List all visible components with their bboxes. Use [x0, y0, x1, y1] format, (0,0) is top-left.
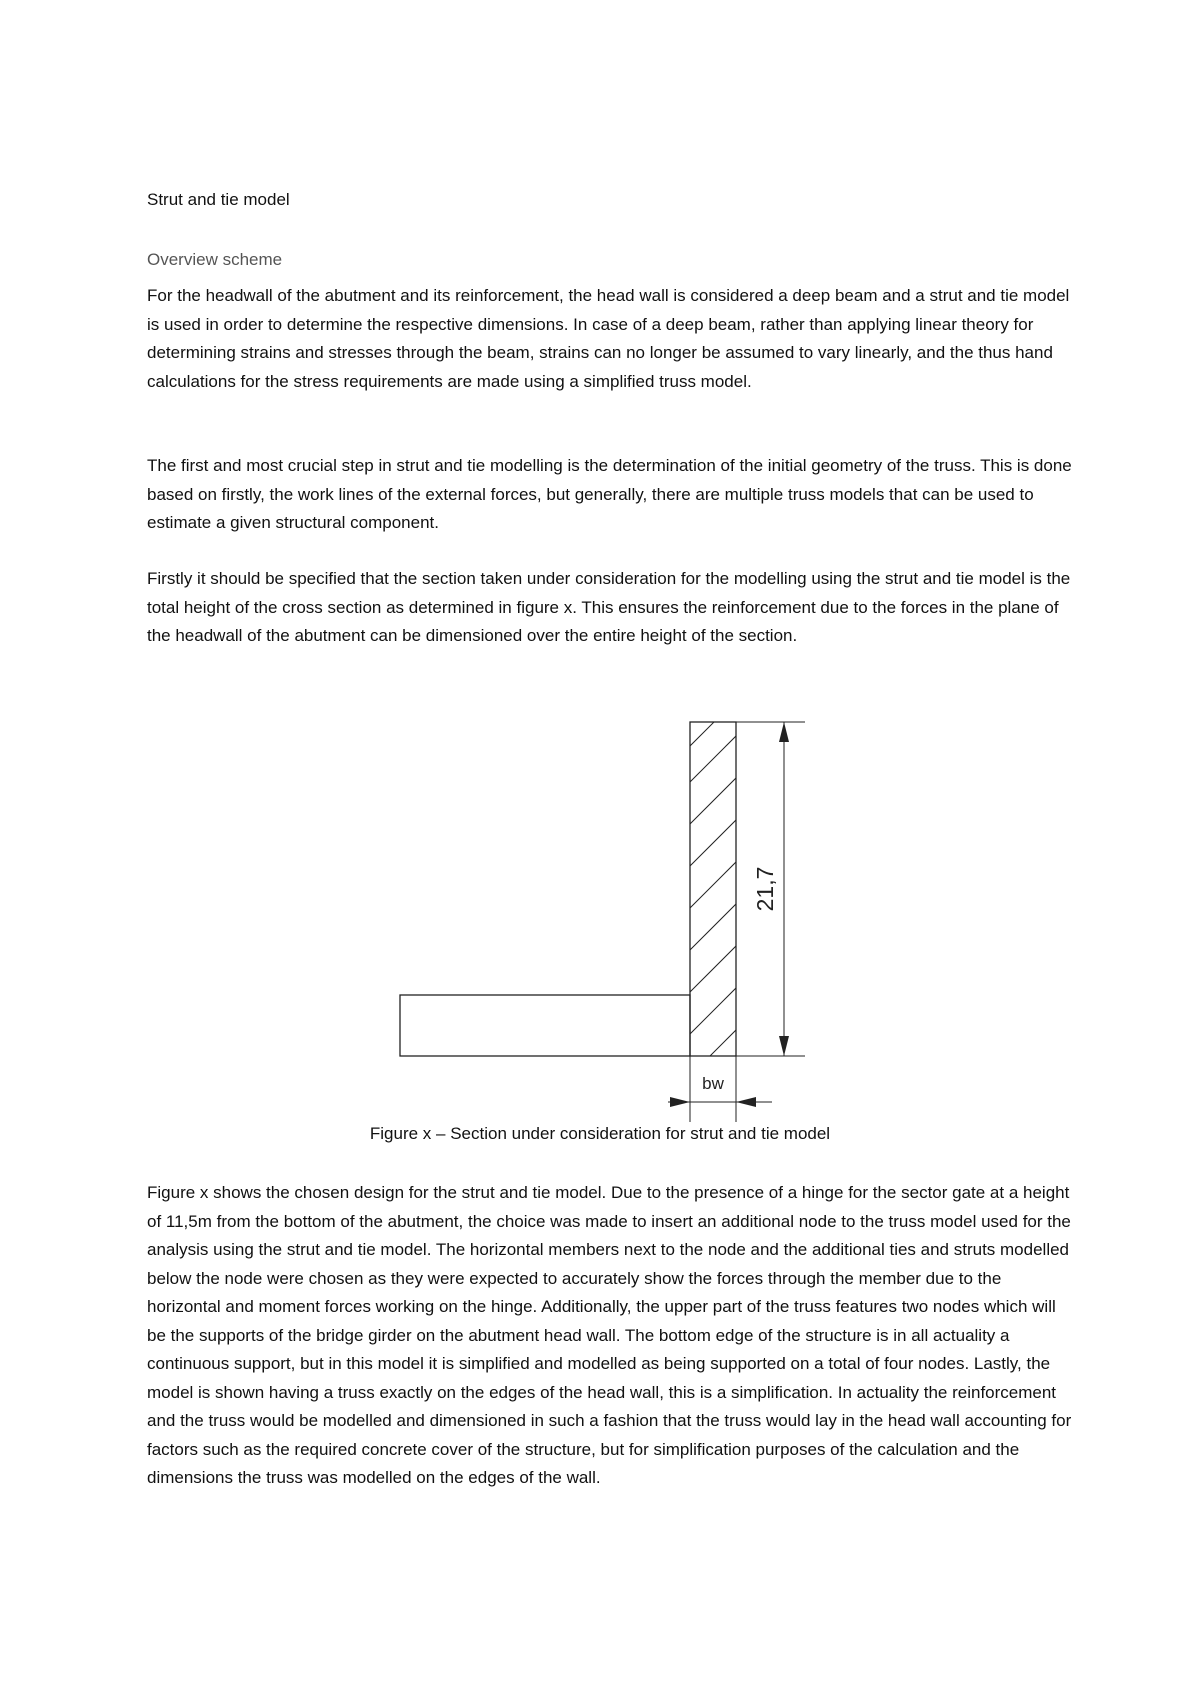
paragraph-design: Figure x shows the chosen design for the strut and tie model. Due to the presence of a hinge for the sector gate at a height of 11,5m from the bottom of the abutment, the choice was made to insert an additional node to the truss model used for the analysis using the strut and tie model. The horizontal members next to the node and the additional ties and struts modelled below the node were chosen as they were expected to accurately show the forces through the member due to the horizontal and moment forces working on the hinge. Additionally, the upper part of the truss features two nodes which will be the supports of the bridge girder on the abutment head wall. The bottom edge of the structure is in all actuality a continuous support, but in this model it is simplified and modelled as being supported on a total of four nodes. Lastly, the model is shown having a truss exactly on the edges of the head wall, this is a simplification. In actuality the reinforcement and the truss would be modelled and dimensioned in such a fashion that the truss would lay in the head wall accounting for factors such as the required concrete cover of the structure, but for simplification purposes of the calculation and the dimensions the truss was modelled on the edges of the wall. [147, 1183, 1072, 1487]
height-arrow-top [779, 722, 789, 742]
section-heading: Strut and tie model [147, 190, 290, 209]
figure-caption: Figure x – Section under consideration for strut and tie model [369, 1124, 831, 1143]
head-wall [690, 722, 736, 1056]
section-drawing [380, 716, 820, 1122]
base-slab [400, 995, 690, 1056]
height-arrow-bottom [779, 1036, 789, 1056]
width-label: bw [702, 1074, 724, 1093]
width-arrow-left [670, 1097, 690, 1107]
paragraph-geometry: The first and most crucial step in strut and tie modelling is the determination of the initial geometry of the truss. This is done based on firstly, the work lines of the external forces, but generally, there are multiple truss models that can be used to estimate a given structural component. [147, 456, 1072, 532]
paragraph-section: Firstly it should be specified that the section taken under consideration for the modelling using the strut and tie model is the total height of the cross section as determined in figure x. This ensures the reinforcement due to the forces in the plane of the headwall of the abutment can be dimensioned over the entire height of the section. [147, 569, 1071, 645]
height-label: 21,7 [752, 866, 778, 912]
section-figure [380, 716, 820, 1122]
paragraph-intro: For the headwall of the abutment and its reinforcement, the head wall is considered a deep beam and a strut and tie model is used in order to determine the respective dimensions. In case of a deep beam, rather than applying linear theory for determining strains and stresses through the beam, strains can no longer be assumed to vary linearly, and the thus hand calculations for the stress requirements are made using a simplified truss model. [147, 286, 1070, 391]
wall-hatching [690, 716, 750, 1076]
width-arrow-right [736, 1097, 756, 1107]
section-subheading: Overview scheme [147, 250, 283, 269]
